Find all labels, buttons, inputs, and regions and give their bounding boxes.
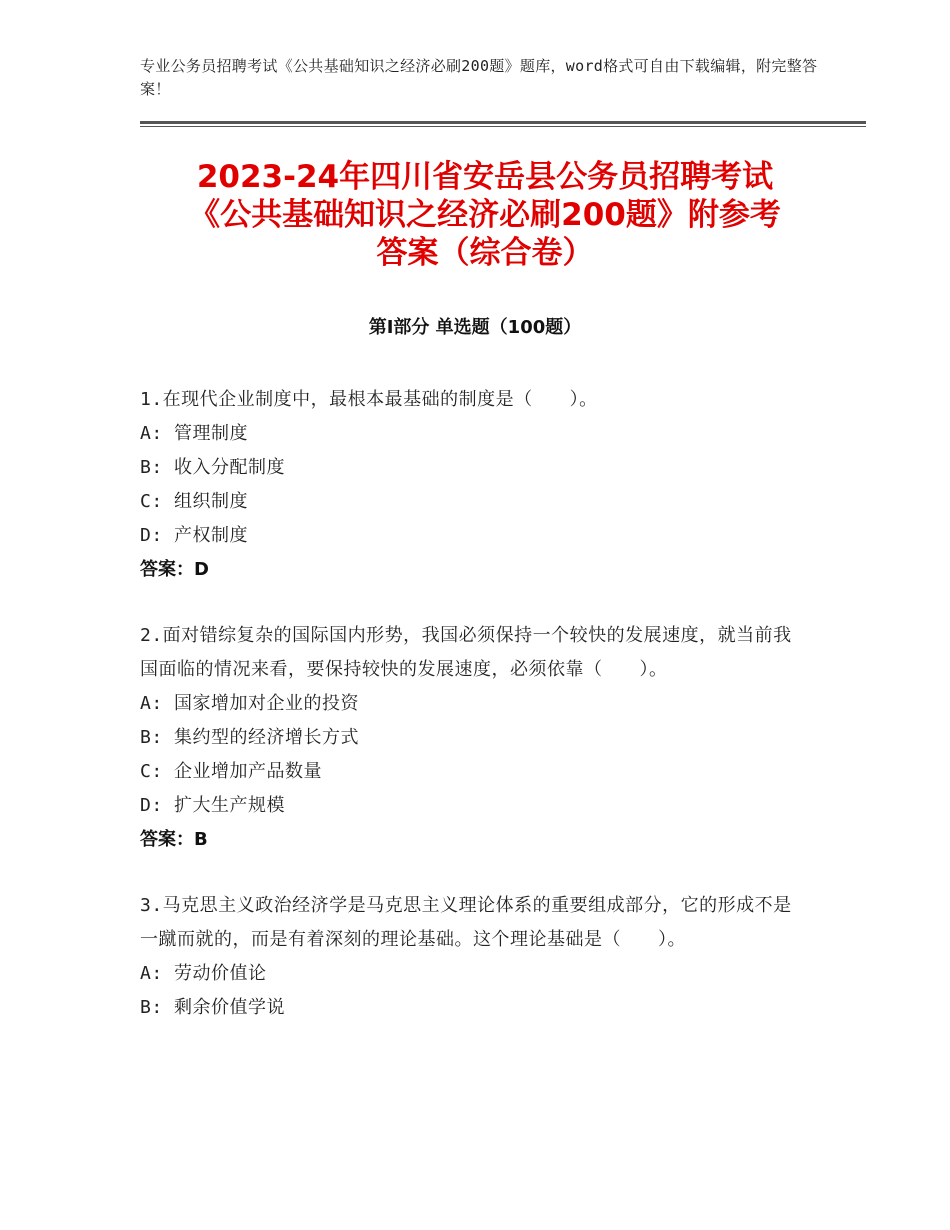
header-rule-thin — [140, 126, 866, 127]
title-line-3: 答案（综合卷） — [376, 235, 594, 271]
question-3 — [140, 889, 800, 1025]
answer-line: 答案：B — [140, 829, 208, 850]
option-a: A: 国家增加对企业的投资 — [140, 693, 360, 714]
option-b: B: 集约型的经济增长方式 — [140, 727, 360, 748]
section-heading: 第Ⅰ部分 单选题（100题） — [368, 317, 582, 338]
option-b: B: 剩余价值学说 — [140, 997, 286, 1018]
question-1 — [140, 383, 800, 587]
option-c: C: 组织制度 — [140, 491, 249, 512]
option-c: C: 企业增加产品数量 — [140, 761, 323, 782]
question-2 — [140, 619, 800, 857]
question-stem: 1.在现代企业制度中，最根本最基础的制度是（ ）。 — [140, 389, 598, 410]
document-title — [100, 158, 870, 272]
question-list — [140, 383, 800, 1057]
title-line-1: 2023-24年四川省安岳县公务员招聘考试 — [196, 159, 774, 195]
option-a: A: 劳动价值论 — [140, 963, 267, 984]
option-b: B: 收入分配制度 — [140, 457, 286, 478]
title-line-2: 《公共基础知识之经济必刷200题》附参考 — [189, 197, 781, 233]
header-rule-thick — [140, 121, 866, 124]
question-stem: 3.马克思主义政治经济学是马克思主义理论体系的重要组成部分，它的形成不是一蹴而就的，而是有着深刻的理论基础。这个理论基础是（ ）。 — [140, 895, 792, 950]
question-stem: 2.面对错综复杂的国际国内形势，我国必须保持一个较快的发展速度，就当前我国面临的情况来看，要保持较快的发展速度，必须依靠（ ）。 — [140, 625, 792, 680]
option-a: A: 管理制度 — [140, 423, 249, 444]
option-d: D: 扩大生产规模 — [140, 795, 286, 816]
answer-line: 答案：D — [140, 559, 209, 580]
header-note: 专业公务员招聘考试《公共基础知识之经济必刷200题》题库，word格式可自由下载编辑，附完整答案！ — [140, 57, 818, 98]
option-d: D: 产权制度 — [140, 525, 249, 546]
